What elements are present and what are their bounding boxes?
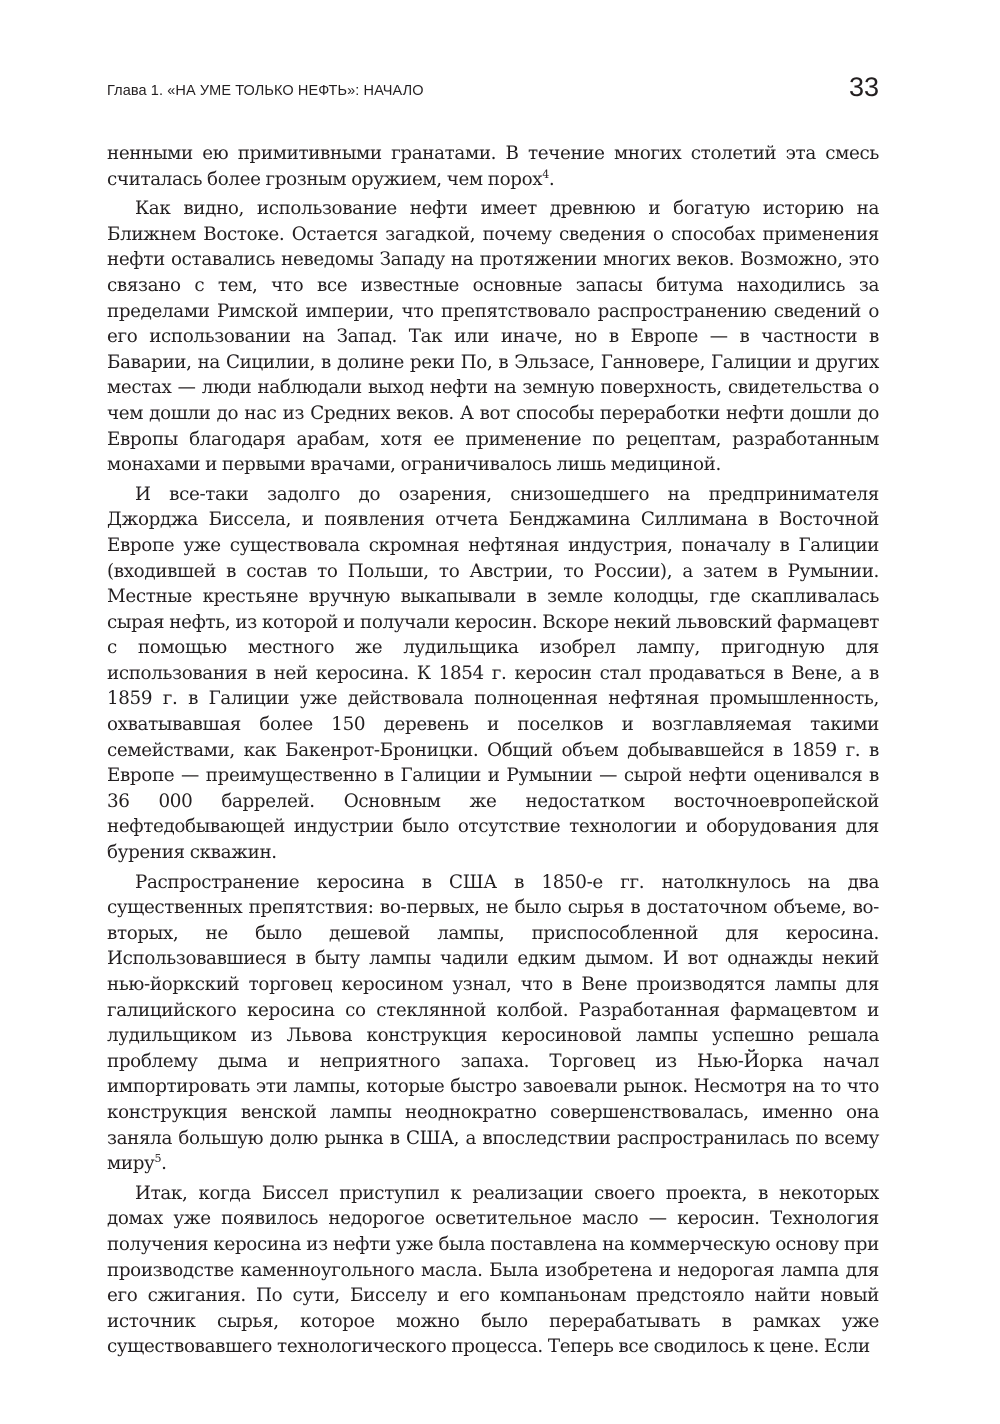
paragraph-4 [107,870,879,1177]
paragraph-5 [107,1181,879,1360]
paragraph-text: ненными ею примитивными гранатами. В течение многих столетий эта смесь считалась более грозным оружием, чем порох [107,143,879,190]
paragraph-text: Распространение керосина в США в 1850-е гг. натолкнулось на два существенных препятствия: во-первых, не было сырья в достаточном объеме, во-вторых, не было дешевой лампы, приспособленной для керосина. Использовавшиеся в быту лампы чадили едким дымом. И вот однажды некий нью-йоркский торговец керосином узнал, что в Вене производятся лампы для галицийского керосина со стеклянной колбой. Разработанная фармацевтом и лудильщиком из Львова конструкция керосиновой лампы успешно решала проблему дыма и неприятного запаха. Торговец из Нью-Йорка начал импортировать эти лампы, которые быстро завоевали рынок. Несмотря на то что конструкция венской лампы неоднократно совершенствовалась, именно она заняла большую долю рынка в США, а впоследствии распространилась по всему миру [107,871,879,1175]
paragraph-3 [107,482,879,866]
paragraph-1 [107,141,879,192]
paragraph-text: Как видно, использование нефти имеет древнюю и богатую историю на Ближнем Востоке. Остается загадкой, почему сведения о способах применения нефти оставались неведомы Западу на протяжении многих веков. Возможно, это связано с тем, что все известные основные запасы битума находились за пределами Римской империи, что препятствовало распространению сведений о его использовании на Запад. Так или иначе, но в Европе — в частности в Баварии, на Сицилии, в долине реки По, в Эльзасе, Ганновере, Галиции и других местах — люди наблюдали выход нефти на земную поверхность, свидетельства о чем дошли до нас из Средних веков. А вот способы переработки нефти дошли до Европы благодаря арабам, хотя ее применение по рецептам, разработанным монахами и первыми врачами, ограничивалось лишь медициной. [107,198,879,476]
paragraph-2 [107,196,879,478]
paragraph-tail: . [548,168,555,190]
paragraph-tail: . [161,1153,167,1175]
page-number: 33 [848,72,879,102]
paragraph-text: И все-таки задолго до озарения, снизошедшего на предпринимателя Джорджа Биссела, и появления отчета Бенджамина Силлимана в Восточной Европе уже существовала скромная нефтяная индустрия, поначалу в Галиции (входившей в состав то Польши, то Австрии, то России), а затем в Румынии. Местные крестьяне вручную выкапывали в земле колодцы, где скапливалась сырая нефть, из которой и получали керосин. Вскоре некий львовский фармацевт с помощью местного же лудильщика изобрел лампу, пригодную для использования в ней керосина. К 1854 г. керосин стал продаваться в Вене, а в 1859 г. в Галиции уже действовала полноценная нефтяная промышленность, охватывавшая более 150 деревень и поселков и возглавляемая такими семействами, как Бакенрот-Броницки. Общий объем добывавшейся в 1859 г. в Европе — преимущественно в Галиции и Румынии — сырой нефти оценивался в 36 000 баррелей. Основным же недостатком восточноевропейской нефтедобывающей индустрии было отсутствие технологии и оборудования для бурения скважин. [107,483,879,864]
footnote-ref-4[interactable]: 4 [542,167,549,181]
footnote-ref-5[interactable]: 5 [154,1152,162,1166]
running-head: Глава 1. «НА УМЕ ТОЛЬКО НЕФТЬ»: НАЧАЛО [107,83,424,99]
body-text [107,141,879,1360]
paragraph-text: Итак, когда Биссел приступил к реализации своего проекта, в некоторых домах уже появилось недорогое осветительное масло — керосин. Технология получения керосина из нефти уже была поставлена на коммерческую основу при производстве каменноугольного масла. Была изобретена и недорогая лампа для его сжигания. По сути, Бисселу и его компаньонам предстояло найти новый источник сырья, которое можно было перерабатывать в рамках уже существовавшего технологического процесса. Теперь все сводилось к цене. Если [107,1182,879,1358]
